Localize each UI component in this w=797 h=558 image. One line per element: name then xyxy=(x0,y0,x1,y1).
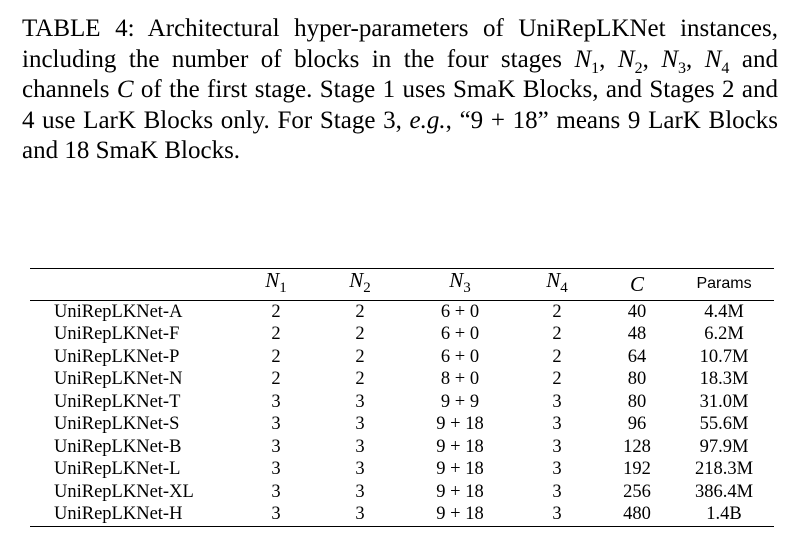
cell-c: 192 xyxy=(623,459,651,480)
header-n3: $N_3$ xyxy=(449,268,471,297)
cell-n1: 2 xyxy=(271,369,281,390)
caption-math-n1: $N_1$ xyxy=(574,45,600,77)
cell-c: 480 xyxy=(623,504,651,525)
cell-params: 386.4M xyxy=(694,481,754,502)
table-caption: TABLE 4: Architectural hyper-parameters of UniRepLKNet instances, including the number of blocks in the four stages $N_1$, $N_2$, $N_3$, $N_4$ and channels C of the first stage. Stage 1 uses SmaK Blocks, and Stages 2 and 4 use LarK Blocks only. For Stage 3, e.g., “9 + 18” means 9 LarK Blocks and 18 SmaK Blocks. xyxy=(22,15,779,164)
cell-n4: 3 xyxy=(552,481,562,502)
cell-n2: 2 xyxy=(355,324,365,345)
cell-model: UniRepLKNet-B xyxy=(54,436,182,457)
cell-model: UniRepLKNet-XL xyxy=(54,481,194,502)
cell-params: 31.0M xyxy=(699,391,749,412)
cell-n4: 2 xyxy=(552,369,562,390)
cell-n4: 3 xyxy=(552,436,562,457)
hyperparameter-table xyxy=(30,268,774,527)
cell-n2: 3 xyxy=(355,504,365,525)
caption-eg: e.g. xyxy=(409,106,446,134)
table-row xyxy=(30,391,774,414)
caption-math-c: C xyxy=(116,76,134,103)
table-row xyxy=(30,436,774,459)
table-body xyxy=(30,300,774,526)
cell-n2: 3 xyxy=(355,481,365,502)
cell-n1: 3 xyxy=(271,436,281,457)
cell-c: 80 xyxy=(627,391,647,412)
cell-n1: 2 xyxy=(271,301,281,322)
cell-n1: 2 xyxy=(271,346,281,367)
header-n2: $N_2$ xyxy=(349,268,371,297)
cell-n1: 3 xyxy=(271,504,281,525)
cell-params: 4.4M xyxy=(704,301,744,322)
caption-text-part1: Architectural hyper-parameters of UniRepLKNet instances, including the number of blocks in the four stages xyxy=(22,15,778,73)
header-n4: $N_4$ xyxy=(546,268,568,297)
cell-model: UniRepLKNet-L xyxy=(54,459,181,480)
cell-n2: 3 xyxy=(355,391,365,412)
cell-model: UniRepLKNet-A xyxy=(54,301,183,322)
table-row xyxy=(30,300,774,323)
header-n1: $N_1$ xyxy=(265,268,287,297)
cell-n3: 8 + 0 xyxy=(440,369,480,390)
caption-text-part2: and channels xyxy=(22,45,778,103)
cell-model: UniRepLKNet-T xyxy=(54,391,181,412)
cell-n3: 9 + 18 xyxy=(436,504,484,525)
cell-params: 18.3M xyxy=(699,369,749,390)
caption-text-part4: , “9 + 18” means 9 LarK Blocks and 18 SmaK Blocks. xyxy=(22,106,778,164)
cell-c: 40 xyxy=(627,301,647,322)
cell-n3: 6 + 0 xyxy=(440,346,480,367)
cell-params: 10.7M xyxy=(699,346,749,367)
table-row xyxy=(30,368,774,391)
cell-model: UniRepLKNet-S xyxy=(54,414,180,435)
cell-params: 55.6M xyxy=(699,414,749,435)
table-row xyxy=(30,413,774,436)
cell-n1: 3 xyxy=(271,391,281,412)
cell-n3: 6 + 0 xyxy=(440,324,480,345)
cell-model: UniRepLKNet-F xyxy=(54,324,180,345)
cell-model: UniRepLKNet-H xyxy=(54,504,183,525)
table-row xyxy=(30,503,774,526)
cell-n4: 3 xyxy=(552,414,562,435)
cell-n1: 3 xyxy=(271,481,281,502)
cell-n1: 3 xyxy=(271,459,281,480)
cell-n4: 2 xyxy=(552,301,562,322)
hyperparameter-table-container xyxy=(30,268,774,527)
cell-n4: 3 xyxy=(552,391,562,412)
cell-n4: 3 xyxy=(552,504,562,525)
table-row xyxy=(30,458,774,481)
cell-c: 80 xyxy=(627,369,647,390)
cell-params: 218.3M xyxy=(694,459,754,480)
cell-c: 48 xyxy=(627,324,647,345)
cell-n3: 9 + 18 xyxy=(436,414,484,435)
cell-n1: 2 xyxy=(271,324,281,345)
cell-model: UniRepLKNet-P xyxy=(54,346,180,367)
cell-c: 64 xyxy=(627,346,647,367)
table-row xyxy=(30,323,774,346)
cell-n2: 2 xyxy=(355,346,365,367)
cell-n3: 9 + 18 xyxy=(436,481,484,502)
cell-params: 97.9M xyxy=(699,436,749,457)
cell-n2: 3 xyxy=(355,414,365,435)
cell-n2: 3 xyxy=(355,459,365,480)
cell-n3: 9 + 18 xyxy=(436,436,484,457)
caption-math-n2: $N_2$ xyxy=(617,45,643,77)
cell-params: 1.4B xyxy=(706,504,742,525)
caption-math-n4: $N_4$ xyxy=(704,45,730,77)
header-params: Params xyxy=(696,275,752,293)
cell-c: 128 xyxy=(623,436,651,457)
header-model xyxy=(30,269,238,301)
cell-n2: 2 xyxy=(355,301,365,322)
cell-n4: 2 xyxy=(552,324,562,345)
caption-text-part3: of the first stage. Stage 1 uses SmaK Blocks, and Stages 2 and 4 use LarK Blocks only. For Stage 3, xyxy=(22,76,779,134)
cell-n3: 9 + 18 xyxy=(436,459,484,480)
cell-c: 256 xyxy=(623,481,651,502)
cell-n1: 3 xyxy=(271,414,281,435)
cell-n4: 3 xyxy=(552,459,562,480)
cell-c: 96 xyxy=(627,414,647,435)
cell-n2: 2 xyxy=(355,369,365,390)
caption-math-n3: $N_3$ xyxy=(661,45,686,77)
table-header-row xyxy=(30,269,774,301)
header-c: C xyxy=(629,272,644,297)
cell-n3: 9 + 9 xyxy=(440,391,480,412)
cell-n4: 2 xyxy=(552,346,562,367)
cell-n2: 3 xyxy=(355,436,365,457)
caption-label: TABLE 4: xyxy=(22,15,135,42)
cell-model: UniRepLKNet-N xyxy=(54,369,183,390)
table-row xyxy=(30,346,774,369)
cell-n3: 6 + 0 xyxy=(440,301,480,322)
cell-params: 6.2M xyxy=(704,324,744,345)
table-row xyxy=(30,481,774,504)
